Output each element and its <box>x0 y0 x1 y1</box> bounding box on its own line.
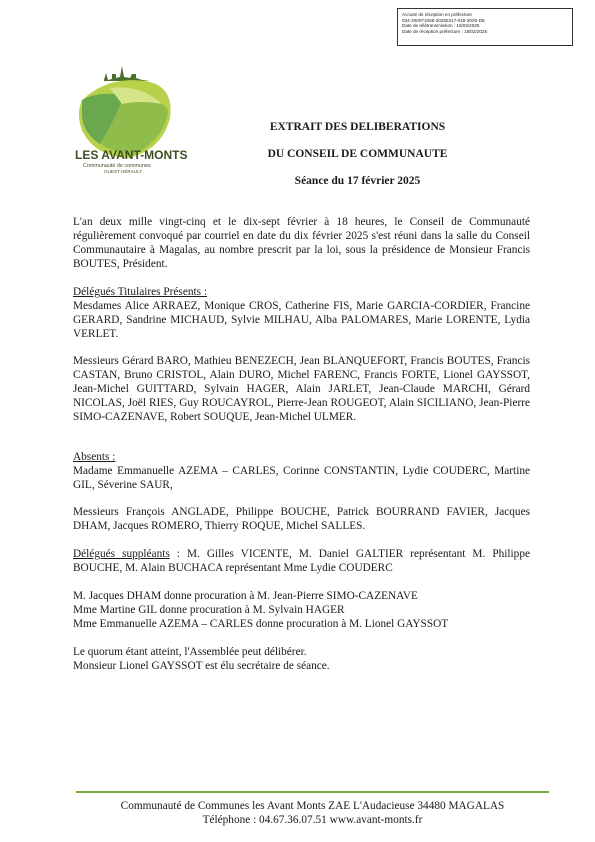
suppleants-label: Délégués suppléants <box>73 548 170 560</box>
stamp-line: Date de télétransmission : 18/02/2025 <box>402 23 480 29</box>
footer-divider <box>76 791 549 793</box>
titulaires-label-text: Délégués Titulaires Présents : <box>73 286 207 298</box>
absents-label-text: Absents : <box>73 451 116 463</box>
absents-messieurs: Messieurs François ANGLADE, Philippe BOUCHE, Patrick BOURRAND FAVIER, Jacques DHAM, Jacques ROMERO, Thierry ROQUE, Michel SALLES. <box>73 506 530 532</box>
procuration-1: M. Jacques DHAM donne procuration à M. Jean-Pierre SIMO-CAZENAVE <box>73 590 418 602</box>
footer-address: Communauté de Communes les Avant Monts ZAE L'Audacieuse 34480 MAGALAS <box>120 800 505 812</box>
logo-region: OUEST HÉRAULT <box>104 169 143 174</box>
logo-subtitle: Communauté de communes <box>83 163 151 169</box>
titulaires-label <box>73 285 530 299</box>
absents-mesdames: Madame Emmanuelle AZEMA – CARLES, Corinne CONSTANTIN, Lydie COUDERC, Martine GIL, Séverine SAUR, <box>73 465 530 491</box>
stamp-line: 034-200071058-20250217-018-2025-DE <box>402 17 486 23</box>
avant-monts-logo <box>70 60 190 180</box>
procuration-2: Mme Martine GIL donne procuration à M. Sylvain HAGER <box>73 604 345 616</box>
session-date: Séance du 17 février 2025 <box>294 175 421 187</box>
document-subtitle: DU CONSEIL DE COMMUNAUTE <box>267 148 448 160</box>
titulaires-mesdames: Mesdames Alice ARRAEZ, Monique CROS, Catherine FIS, Marie GARCIA-CORDIER, Francine GERARD, Sandrine MICHAUD, Sylvie MILHAU, Alba PALOMARES, Marie LORENTE, Lydia VERLET. <box>73 300 530 340</box>
titulaires-messieurs: Messieurs Gérard BARO, Mathieu BENEZECH, Jean BLANQUEFORT, Francis BOUTES, Francis CASTAN, Bruno CRISTOL, Alain DURO, Michel FARENC, Francis FORTE, Lionel GAYSSOT, Jean-Michel GUITTARD, Sylvain HAGER, Alain JARLET, Jean-Claude MARCHI, Gérard NICOLAS, Joël RIES, Guy ROUCAYROL, Pierre-Jean ROUGEOT, Alain SICILIANO, Jean-Pierre SIMO-CAZENAVE, Robert SOUQUE, Jean-Michel ULMER. <box>73 355 530 423</box>
footer-contact: Téléphone : 04.67.36.07.51 www.avant-monts.fr <box>202 814 423 826</box>
suppleants-paragraph <box>73 547 530 575</box>
stamp-line: Date de réception préfecture : 18/02/2025 <box>402 28 488 34</box>
suppleants-text: : M. Gilles VICENTE, M. Daniel GALTIER représentant M. Philippe BOUCHE, M. Alain BUCHACA représentant Mme Lydie COUDERC <box>73 548 530 574</box>
intro-paragraph: L'an deux mille vingt-cinq et le dix-sept février à 18 heures, le Conseil de Communauté régulièrement convoqué par courriel en date du dix février 2025 s'est réuni dans la salle du Conseil Communautaire à Magalas, au nombre prescrit par la loi, sous la présidence de Monsieur Francis BOUTES, Président. <box>73 216 530 270</box>
acknowledgement-stamp <box>397 8 573 46</box>
procuration-3: Mme Emmanuelle AZEMA – CARLES donne procuration à M. Lionel GAYSSOT <box>73 618 449 630</box>
secretary-line: Monsieur Lionel GAYSSOT est élu secrétaire de séance. <box>73 660 330 672</box>
absents-label <box>73 450 530 464</box>
document-title: EXTRAIT DES DELIBERATIONS <box>269 121 446 133</box>
quorum-line: Le quorum étant atteint, l'Assemblée peut délibérer. <box>73 646 307 658</box>
stamp-line: Accusé de réception en préfecture <box>402 12 472 17</box>
logo-name: LES AVANT-MONTS <box>75 148 188 162</box>
